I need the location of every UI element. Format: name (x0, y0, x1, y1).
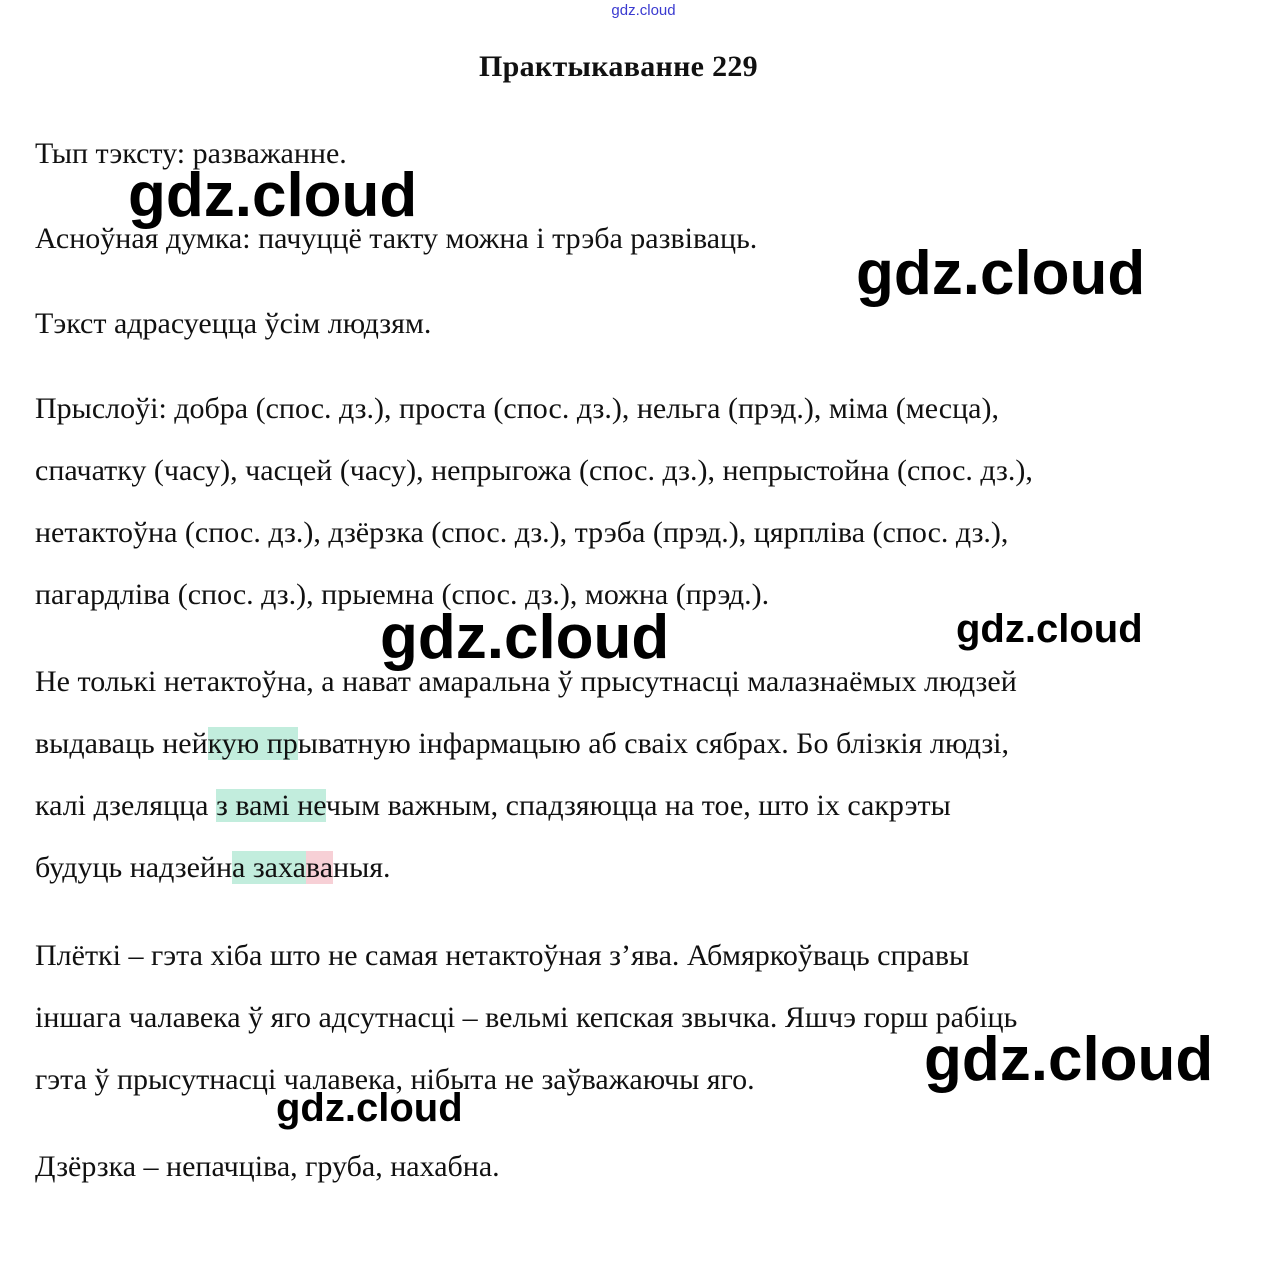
text-line: Не толькі нетактоўна, а нават амаральна ў прысутнасці малазнаёмых людзей (35, 665, 1017, 698)
definition-paragraph (35, 1136, 1265, 1198)
page-title: Практыкаванне 229 (479, 50, 758, 83)
text-line: Асноўная думка: пачуццё такту можна і трэба развіваць. (35, 222, 758, 255)
watermark: gdz.cloud (956, 607, 1143, 651)
text-line: Плёткі – гэта хіба што не самая нетактоўная з’ява. Абмяркоўваць справы (35, 939, 970, 972)
watermark: gdz.cloud (128, 161, 418, 230)
text-line: Прыслоўі: добра (спос. дз.), проста (спос. дз.), нельга (прэд.), міма (месца), (35, 392, 999, 425)
text-line (35, 837, 1265, 899)
watermark: gdz.cloud (380, 603, 670, 672)
adverbs-paragraph (35, 378, 1265, 626)
tact-paragraph (35, 651, 1265, 899)
text-line: Дзёрзка – непачціва, груба, нахабна. (35, 1150, 500, 1183)
text-line: Тып тэксту: разважанне. (35, 137, 347, 170)
text-line: іншага чалавека ў яго адсутнасці – вельмі кепская звычка. Яшчэ горш рабіць (35, 1001, 1018, 1034)
text-line: Тэкст адрасуецца ўсім людзям. (35, 307, 432, 340)
text-segment: чым важным, спадзяюцца на тое, што іх сакрэты (325, 789, 951, 822)
highlight-pink: ва (305, 851, 334, 884)
text-line: гэта ў прысутнасці чалавека, нібыта не заўважаючы яго. (35, 1063, 755, 1096)
watermark: gdz.cloud (856, 239, 1146, 308)
text-line (35, 775, 1265, 837)
text-line: пагардліва (спос. дз.), прыемна (спос. дз.), можна (прэд.). (35, 578, 770, 611)
text-segment: ныя. (333, 851, 391, 884)
highlight-green: кую пр (207, 727, 298, 760)
text-segment: выдаваць ней (35, 727, 208, 760)
text-segment: калі дзеляцца (35, 789, 216, 822)
watermark: gdz.cloud (924, 1025, 1214, 1094)
text-line (35, 713, 1265, 775)
highlight-green: а заха (232, 851, 306, 884)
text-segment: будуць надзейн (35, 851, 233, 884)
text-line: нетактоўна (спос. дз.), дзёрзка (спос. дз.), трэба (прэд.), цярпліва (спос. дз.), (35, 516, 1009, 549)
text-line: спачатку (часу), часцей (часу), непрыгожа (спос. дз.), непрыстойна (спос. дз.), (35, 454, 1033, 487)
highlight-green: з вамі не (216, 789, 326, 822)
watermark: gdz.cloud (276, 1086, 463, 1130)
site-link[interactable]: gdz.cloud (611, 2, 676, 19)
text-segment: ыватную інфармацыю аб сваіх сябрах. Бо блізкія людзі, (297, 727, 1010, 760)
